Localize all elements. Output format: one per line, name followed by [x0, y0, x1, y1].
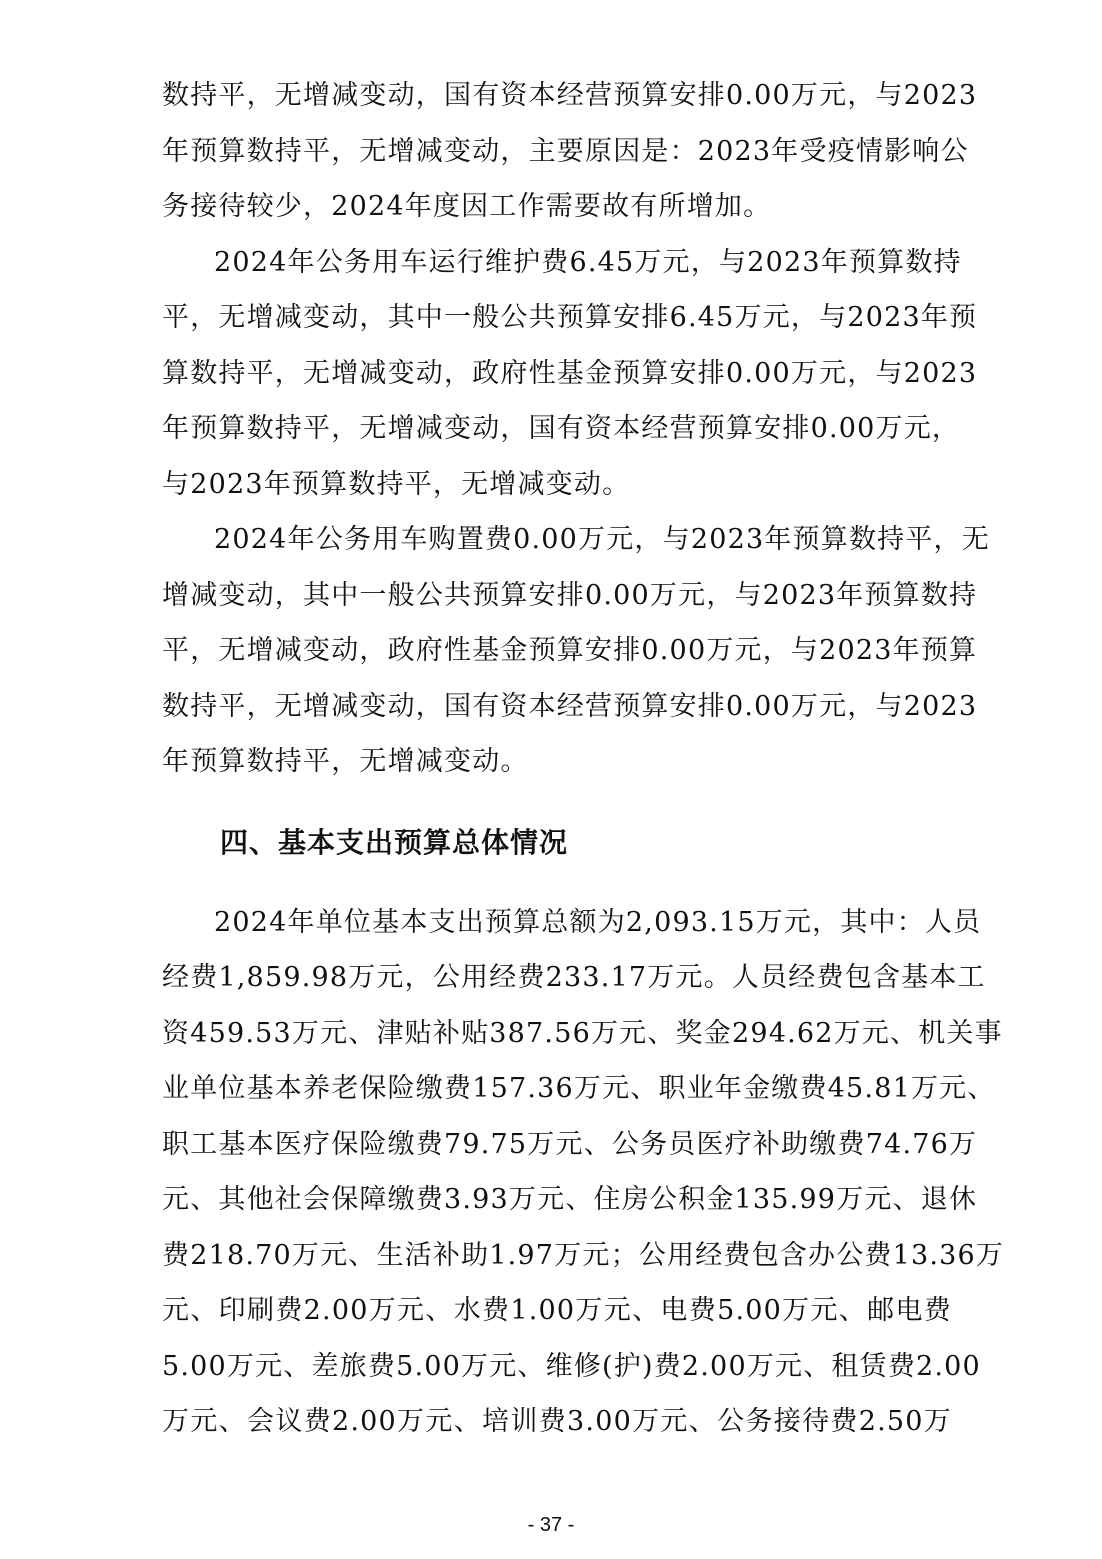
text-line: 年预算数持平，无增减变动，国有资本经营预算安排0.00万元，: [162, 413, 961, 444]
page-number: - 37 -: [527, 1514, 575, 1536]
text-line: 年预算数持平，无增减变动，主要原因是：2023年受疫情影响公: [162, 135, 969, 167]
text-line: 经费1,859.98万元，公用经费233.17万元。人员经费包含基本工: [162, 962, 986, 993]
paragraph-basic-expenditure: [162, 895, 1005, 1450]
paragraph-reception-fee-continued: [162, 68, 978, 235]
text-line: 元、印刷费2.00万元、水费1.00万元、电费5.00万元、邮电费: [162, 1295, 952, 1326]
text-line: 费218.70万元、生活补助1.97万元；公用经费包含办公费13.36万: [162, 1239, 1005, 1271]
document-body: [162, 68, 1005, 1450]
text-line: 资459.53万元、津贴补贴387.56万元、奖金294.62万元、机关事: [162, 1017, 1003, 1049]
text-line: 算数持平，无增减变动，政府性基金预算安排0.00万元，与2023: [162, 357, 978, 389]
text-line: 平，无增减变动，政府性基金预算安排0.00万元，与2023年预算: [162, 635, 978, 666]
text-line: 2024年公务用车购置费0.00万元，与2023年预算数持平，无: [214, 524, 990, 555]
text-line: 数持平，无增减变动，国有资本经营预算安排0.00万元，与2023: [162, 690, 978, 722]
section-heading: 四、基本支出预算总体情况: [220, 825, 569, 859]
paragraph-vehicle-operation-fee: [162, 235, 978, 513]
text-line: 增减变动，其中一般公共预算安排0.00万元，与2023年预算数持: [162, 579, 978, 611]
text-line: 与2023年预算数持平，无增减变动。: [162, 468, 631, 500]
text-line: 业单位基本养老保险缴费157.36万元、职业年金缴费45.81万元、: [162, 1073, 996, 1104]
text-line: 数持平，无增减变动，国有资本经营预算安排0.00万元，与2023: [162, 80, 978, 111]
text-line: 务接待较少，2024年度因工作需要故有所增加。: [162, 191, 772, 222]
text-line: 5.00万元、差旅费5.00万元、维修(护)费2.00万元、租赁费2.00: [162, 1350, 981, 1382]
text-line: 2024年公务用车运行维护费6.45万元，与2023年预算数持: [214, 246, 962, 278]
text-line: 平，无增减变动，其中一般公共预算安排6.45万元，与2023年预: [162, 302, 978, 333]
paragraph-vehicle-purchase-fee: [162, 512, 990, 790]
text-line: 万元、会议费2.00万元、培训费3.00万元、公务接待费2.50万: [162, 1406, 952, 1437]
text-line: 职工基本医疗保险缴费79.75万元、公务员医疗补助缴费74.76万: [162, 1128, 978, 1160]
text-line: 2024年单位基本支出预算总额为2,093.15万元，其中：人员: [214, 906, 982, 938]
text-line: 年预算数持平，无增减变动。: [162, 746, 529, 777]
text-line: 元、其他社会保障缴费3.93万元、住房公积金135.99万元、退休: [162, 1184, 978, 1215]
